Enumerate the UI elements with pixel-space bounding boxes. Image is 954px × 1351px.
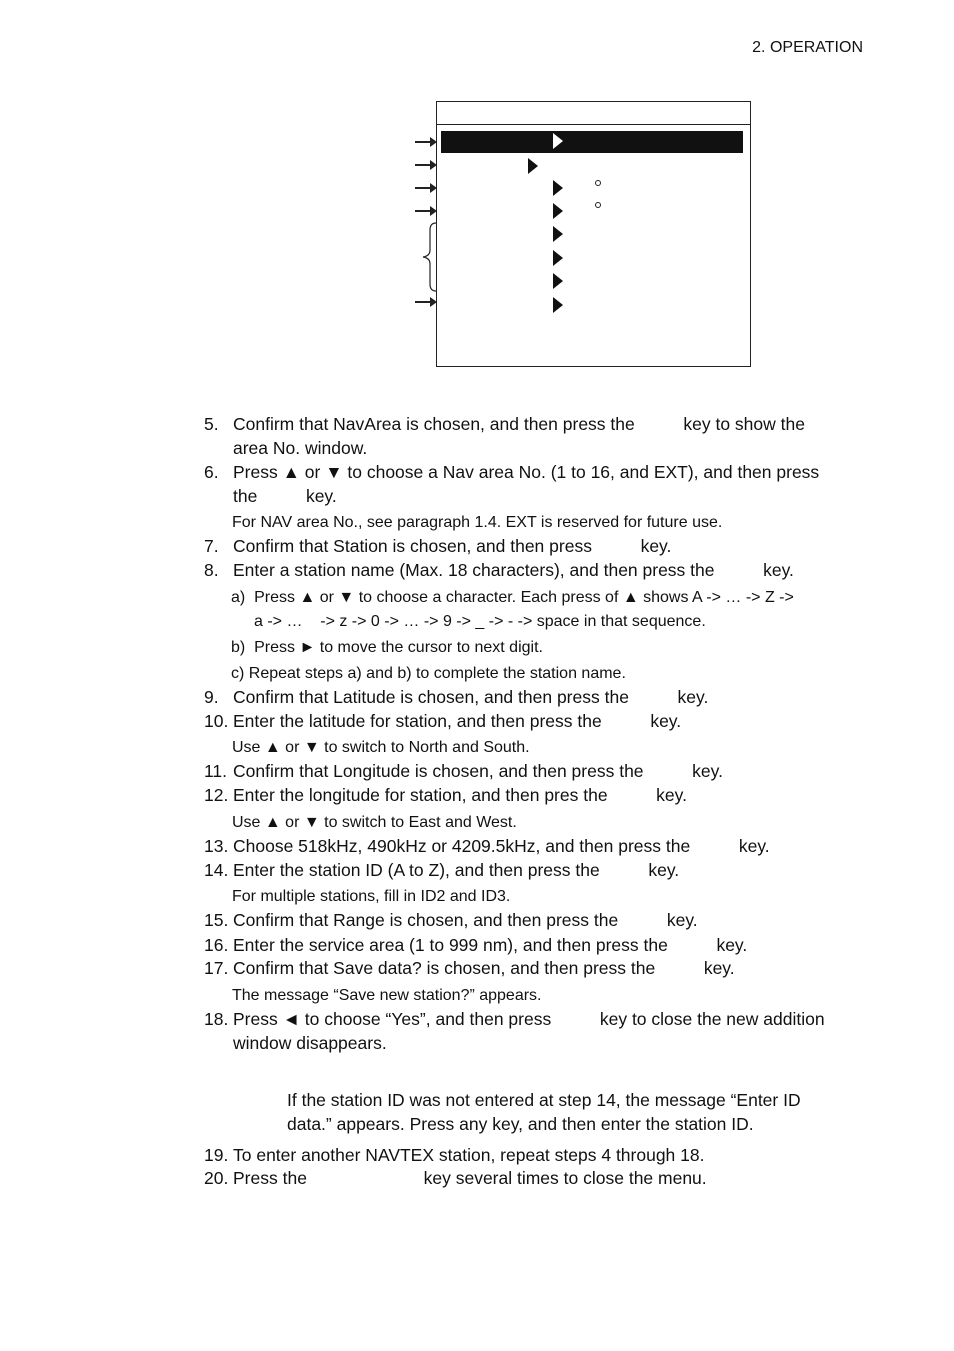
callout-brace bbox=[422, 222, 438, 292]
arrow-right-icon bbox=[553, 297, 563, 313]
note-step-12: Use ▲ or ▼ to switch to East and West. bbox=[232, 814, 517, 831]
arrow-right-icon bbox=[553, 273, 563, 289]
highlighted-row bbox=[441, 131, 743, 153]
arrow-right-icon bbox=[528, 158, 538, 174]
arrow-right-icon bbox=[553, 226, 563, 242]
arrow-right-icon bbox=[553, 180, 563, 196]
title-bar-divider bbox=[437, 124, 750, 125]
callout-arrow bbox=[415, 210, 435, 212]
substep-8a-cont: a -> … -> z -> 0 -> … -> 9 -> _ -> - -> space in that sequence. bbox=[254, 613, 706, 630]
note-step-6: For NAV area No., see paragraph 1.4. EXT is reserved for future use. bbox=[232, 514, 723, 531]
menu-window-frame bbox=[436, 101, 751, 367]
degree-icon bbox=[595, 202, 601, 208]
note-step-10: Use ▲ or ▼ to switch to North and South. bbox=[232, 739, 530, 756]
callout-arrow bbox=[415, 301, 435, 303]
degree-icon bbox=[595, 180, 601, 186]
callout-arrow bbox=[415, 141, 435, 143]
note-block-line2: data.” appears. Press any key, and then enter the station ID. bbox=[287, 1114, 754, 1134]
note-block-line1: If the station ID was not entered at step 14, the message “Enter ID bbox=[287, 1090, 801, 1110]
arrow-right-icon bbox=[553, 133, 563, 149]
callout-arrow bbox=[415, 187, 435, 189]
note-step-17: The message “Save new station?” appears. bbox=[232, 987, 542, 1004]
substep-8b: b) Press ► to move the cursor to next digit. bbox=[231, 639, 543, 656]
arrow-right-icon bbox=[553, 203, 563, 219]
callout-arrow bbox=[415, 164, 435, 166]
section-header: 2. OPERATION bbox=[752, 39, 863, 56]
arrow-right-icon bbox=[553, 250, 563, 266]
substep-8c: c) Repeat steps a) and b) to complete the station name. bbox=[231, 665, 626, 682]
note-step-14: For multiple stations, fill in ID2 and ID3. bbox=[232, 888, 511, 905]
substep-8a: a) Press ▲ or ▼ to choose a character. Each press of ▲ shows A -> … -> Z -> bbox=[231, 589, 794, 606]
